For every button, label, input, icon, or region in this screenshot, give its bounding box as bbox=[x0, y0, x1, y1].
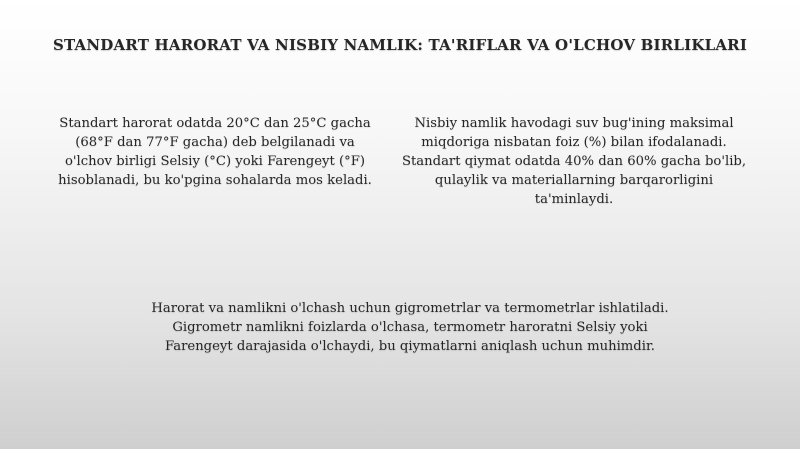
bottom-text-block: Harorat va namlikni o'lchash uchun gigrometrlar va termometrlar ishlatiladi. Gigrometr namlikni foizlarda o'lchasa, termometr haroratni Selsiy yoki Farengeyt darajasida o'lchaydi, bu qiymatlarni aniqlash uchun muhimdir. bbox=[151, 301, 669, 354]
left-text-block: Standart harorat odatda 20°C dan 25°C gacha (68°F dan 77°F gacha) deb belgilanadi va o'lchov birligi Selsiy (°C) yoki Farengeyt (°F) hisoblanadi, bu ko'pgina sohalarda mos keladi. bbox=[58, 116, 372, 188]
slide-title: STANDART HARORAT VA NISBIY NAMLIK: TA'RIFLAR VA O'LCHOV BIRLIKLARI bbox=[52, 36, 748, 54]
right-text-block: Nisbiy namlik havodagi suv bug'ining maksimal miqdoriga nisbatan foiz (%) bilan ifodalanadi. Standart qiymat odatda 40% dan 60% gacha bo'lib, qulaylik va materiallarning barqarorligini ta'minlaydi. bbox=[401, 116, 747, 207]
